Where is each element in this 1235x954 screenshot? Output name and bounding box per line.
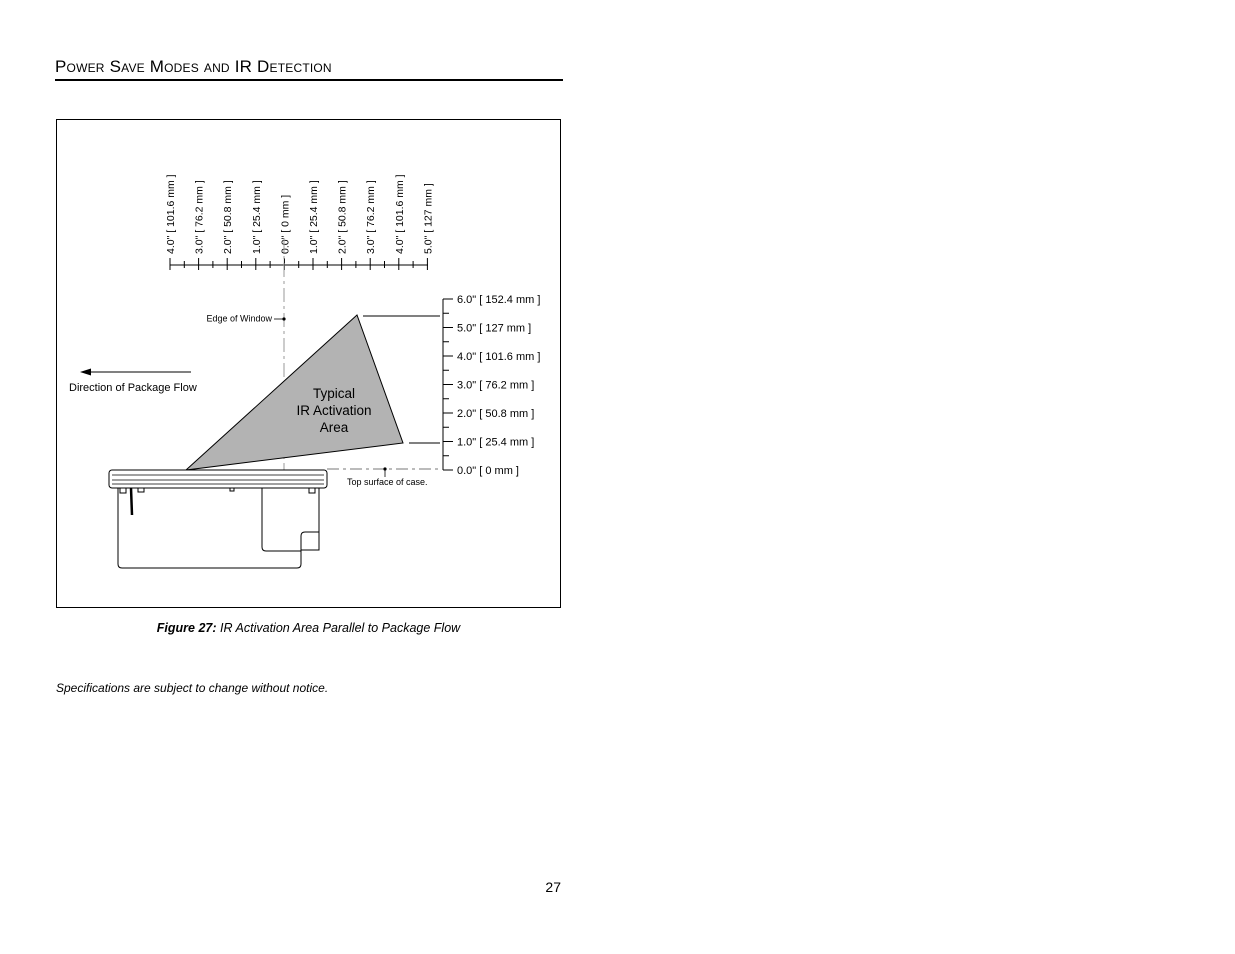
direction-arrow	[80, 369, 191, 376]
h-scale-label: 4.0" [ 101.6 mm ]	[393, 174, 406, 254]
scanner-body	[109, 470, 327, 568]
h-scale-label: 2.0" [ 50.8 mm ]	[222, 180, 235, 254]
top-surface-label: Top surface of case.	[347, 477, 428, 487]
h-scale-label: 0.0" [ 0 mm ]	[279, 194, 292, 254]
v-scale-label: 1.0" [ 25.4 mm ]	[457, 436, 535, 449]
direction-label: Direction of Package Flow	[69, 382, 197, 394]
v-scale-label: 2.0" [ 50.8 mm ]	[457, 408, 535, 420]
horizontal-scale	[165, 174, 434, 270]
h-scale-label: 4.0" [ 101.6 mm ]	[165, 174, 177, 254]
h-scale-label: 2.0" [ 50.8 mm ]	[336, 180, 349, 254]
section-title: Power Save Modes and IR Detection	[55, 57, 332, 76]
page-number: 27	[545, 879, 561, 895]
v-scale-label: 4.0" [ 101.6 mm ]	[457, 351, 541, 363]
figure-title: IR Activation Area Parallel to Package Flow	[216, 621, 461, 635]
h-scale-label: 3.0" [ 76.2 mm ]	[193, 180, 206, 254]
figure-ir-activation-area	[56, 119, 561, 608]
figure-number: Figure 27:	[156, 621, 217, 635]
h-scale-label: 1.0" [ 25.4 mm ]	[308, 180, 320, 254]
figure-drawing	[57, 120, 562, 609]
v-scale-label: 6.0" [ 152.4 mm ]	[457, 294, 541, 306]
figure-caption	[56, 621, 561, 635]
v-scale-label: 3.0" [ 76.2 mm ]	[457, 379, 535, 392]
h-scale-label: 3.0" [ 76.2 mm ]	[365, 180, 378, 254]
v-scale-label: 0.0" [ 0 mm ]	[457, 465, 519, 477]
area-label-line1: Typical	[312, 386, 356, 401]
ir-activation-area	[186, 315, 403, 470]
v-scale-label: 5.0" [ 127 mm ]	[457, 322, 532, 335]
h-scale-label: 1.0" [ 25.4 mm ]	[250, 180, 263, 254]
page-header	[55, 55, 563, 81]
edge-of-window-label: Edge of Window	[206, 313, 272, 324]
area-label-line2: IR Activation	[296, 403, 372, 418]
vertical-scale	[443, 294, 540, 477]
h-scale-label: 5.0" [ 127 mm ]	[422, 183, 435, 254]
area-label-line3: Area	[319, 420, 349, 435]
specification-note: Specifications are subject to change without notice.	[56, 681, 329, 695]
